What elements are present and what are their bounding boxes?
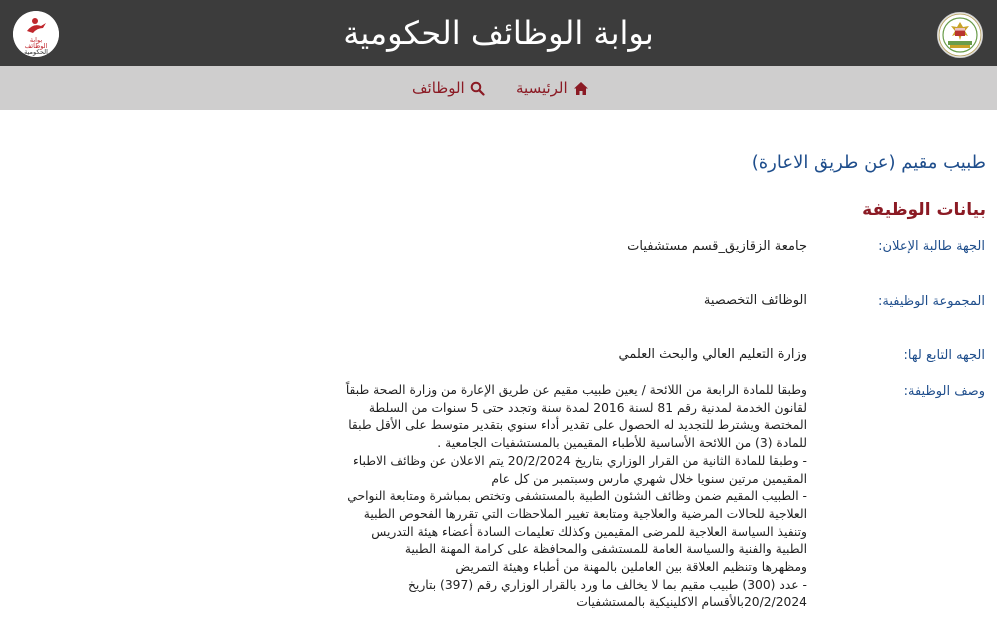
- job-description: [307, 382, 807, 612]
- description-line: - عدد (300) طبيب مقيم بما لا يخالف ما ورد بالقرار الوزاري رقم (397) بتاريخ: [407, 577, 807, 592]
- jobs-portal-logo[interactable]: [13, 11, 59, 57]
- logo-text-1: بوابة: [29, 36, 43, 44]
- description-line: وتنفيذ السياسة العلاجية للمرضى المقيمين وكذلك تعليمات السادة أعضاء هيئة التدريس: [371, 524, 807, 539]
- nav-item-home[interactable]: [516, 78, 589, 98]
- nav-item-jobs[interactable]: [412, 78, 485, 98]
- description-line: لقانون الخدمة لمدنية رقم 81 لسنة 2016 لمدة سنة وتجدد حتى 5 سنوات من السلطة: [368, 400, 807, 415]
- field-value-affiliated-entity: وزارة التعليم العالي والبحث العلمي: [618, 347, 807, 362]
- page-title: بوابة الوظائف الحكومية: [343, 14, 654, 52]
- home-icon: [573, 81, 589, 96]
- search-icon: [470, 81, 485, 96]
- field-label-job-group: المجموعة الوظيفية:: [878, 294, 985, 309]
- main-navbar: [0, 66, 997, 110]
- description-line: المختصة ويشترط للتجديد له الحصول على تقدير أداء سنوي بتقدير متوسط على الأقل طبقا: [348, 418, 807, 433]
- egypt-emblem-logo[interactable]: [937, 12, 983, 58]
- nav-jobs-label: الوظائف: [412, 79, 465, 97]
- description-line: الطبية والفنية والسياسة العامة للمستشفى والمحافظة على كرامة المهنة الطبية: [404, 542, 807, 557]
- description-line: للمادة (3) من اللائحة الأساسية للأطباء المقيمين بالمستشفيات الجامعية .: [437, 436, 807, 451]
- field-value-requesting-entity: جامعة الزقازيق_قسم مستشفيات: [627, 239, 807, 254]
- logo-text-2: الوظائف: [24, 42, 48, 50]
- description-line: 20/2/2024بالأقسام الاكلينيكية بالمستشفيات: [576, 595, 807, 610]
- section-title: بيانات الوظيفة: [862, 200, 986, 220]
- description-line: ومظهرها وتنظيم العلاقة بين العاملين بالمهنة من أطباء وهيئة التمريض: [455, 560, 807, 575]
- logo-text-3: الحكومية: [24, 48, 48, 56]
- description-line: العلاجية للحالات المرضية والعلاجية ومتابعة تغيير الملاحظات التي تقررها الفحوص الطبية: [363, 506, 807, 521]
- nav-home-label: الرئيسية: [516, 79, 568, 97]
- description-line: وطبقا للمادة الرابعة من اللائحة / يعين طبيب مقيم عن طريق الإعارة من وزارة الصحة طبقاً: [345, 383, 807, 397]
- field-value-job-group: الوظائف التخصصية: [703, 293, 807, 308]
- header-bar: [0, 0, 997, 66]
- description-line: المقيمين مرتين سنويا خلال شهري مارس وسبتمبر من كل عام: [491, 471, 807, 486]
- job-title: طبيب مقيم (عن طريق الاعارة): [751, 152, 986, 173]
- field-label-affiliated-entity: الجهه التابع لها:: [903, 348, 985, 363]
- description-line: - وطبقا للمادة الثانية من القرار الوزاري بتاريخ 20/2/2024 يتم الاعلان عن وظائف الاطباء: [353, 453, 807, 468]
- description-line: - الطبيب المقيم ضمن وظائف الشئون الطبية بالمستشفى وتختص بمباشرة ومتابعة النواحي: [347, 489, 807, 504]
- field-label-job-description: وصف الوظيفة:: [903, 384, 985, 399]
- field-label-requesting-entity: الجهة طالبة الإعلان:: [878, 239, 985, 254]
